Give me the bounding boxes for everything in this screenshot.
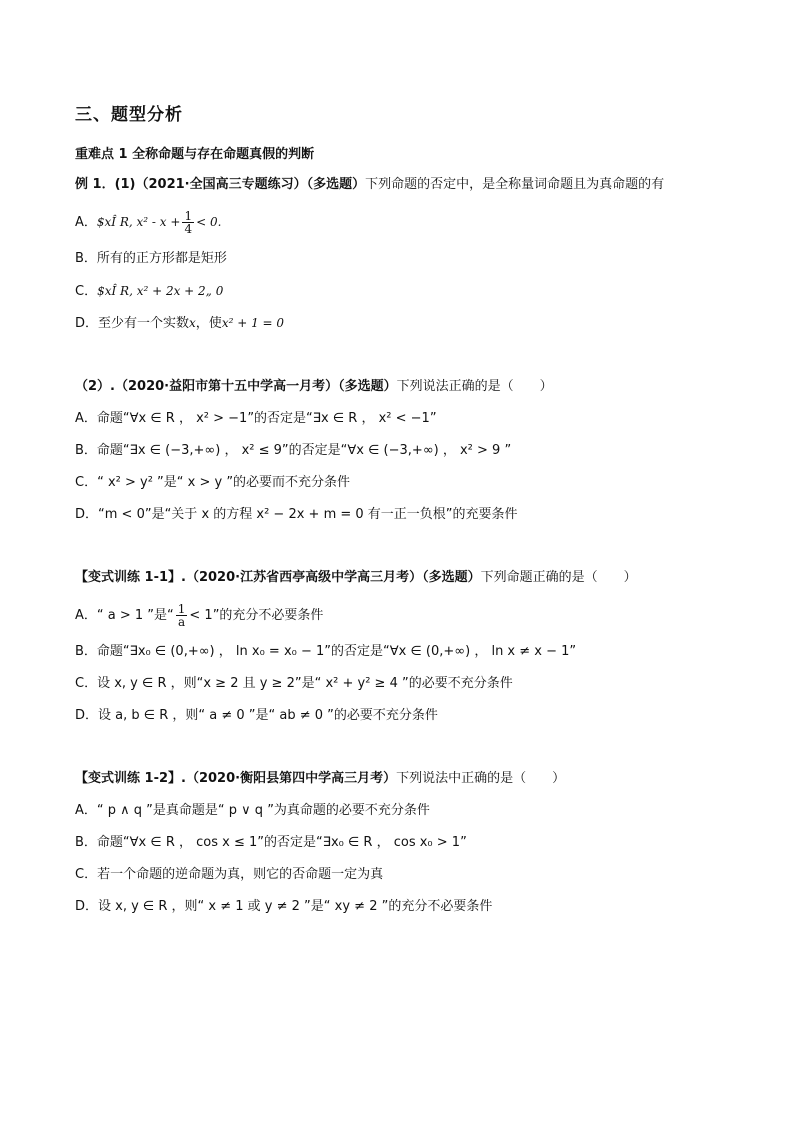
variant-1-1-option-c: C．设 x, y ∈ R ，则“x ≥ 2 且 y ≥ 2”是“ x² + y² ≥ 4 ”的必要不充分条件 bbox=[75, 676, 513, 691]
example-2-stem bbox=[75, 378, 553, 396]
example-1-option-c: C．$xÎ R, x² + 2x + 2„ 0 bbox=[75, 284, 224, 299]
variant-1-2-stem bbox=[75, 770, 565, 788]
variant-1-1-option-b: B．命题“∃x₀ ∈ (0,+∞) ， ln x₀ = x₀ − 1”的否定是“∀x ∈ (0,+∞) ， ln x ≠ x − 1” bbox=[75, 644, 577, 659]
example-1-source: （2021·全国高三专题练习）（多选题） bbox=[135, 177, 366, 192]
variant-1-1-option-d: D．设 a, b ∈ R ，则“ a ≠ 0 ”是“ ab ≠ 0 ”的必要不充分条件 bbox=[75, 708, 438, 723]
example-1-option-d: D．至少有一个实数x，使x² + 1 = 0 bbox=[75, 316, 285, 331]
example-1-option-a: A．$xÎ R, x² - x + $\frac{1}{4}$ < 0. bbox=[75, 209, 222, 236]
example-1-question: 下列命题的否定中，是全称量词命题且为真命题的有 bbox=[365, 177, 665, 192]
example-2-option-a: A．命题“∀x ∈ R ， x² > −1”的否定是“∃x ∈ R ， x² < −1” bbox=[75, 411, 437, 426]
fraction: $\frac{1}{4}$ bbox=[184, 209, 193, 236]
variant-1-1-option-a: A．“ a > 1 ”是“ $\frac{1}{a}$ < 1”的充分不必要条件 bbox=[75, 602, 324, 629]
fraction: $\frac{1}{a}$ bbox=[177, 602, 186, 629]
variant-1-2-source: （2020·衡阳县第四中学高三月考） bbox=[185, 771, 397, 786]
example-2-source: （2020·益阳市第十五中学高一月考）（多选题） bbox=[114, 379, 397, 394]
variant-1-2-option-c: C．若一个命题的逆命题为真，则它的否命题一定为真 bbox=[75, 867, 384, 882]
variant-1-2-label: 【变式训练 1-2】. bbox=[75, 771, 186, 786]
variant-1-2-option-a: A．“ p ∧ q ”是真命题是“ p ∨ q ”为真命题的必要不充分条件 bbox=[75, 803, 430, 818]
variant-1-1-label: 【变式训练 1-1】. bbox=[75, 570, 186, 585]
variant-1-2-question: 下列说法中正确的是（ ） bbox=[396, 771, 566, 786]
variant-1-1-question: 下列命题正确的是（ ） bbox=[480, 570, 637, 585]
example-1-option-b: B．所有的正方形都是矩形 bbox=[75, 251, 227, 266]
example-1-stem bbox=[75, 176, 664, 194]
example-1-label: 例 1．(1) bbox=[75, 177, 136, 192]
variant-1-1-source: （2020·江苏省西亭高级中学高三月考）（多选题） bbox=[185, 570, 481, 585]
variant-1-2-option-b: B．命题“∀x ∈ R ， cos x ≤ 1”的否定是“∃x₀ ∈ R ， cos x₀ > 1” bbox=[75, 835, 467, 850]
example-2-label: （2）. bbox=[75, 379, 115, 394]
example-2-option-b: B．命题“∃x ∈ (−3,+∞) ， x² ≤ 9”的否定是“∀x ∈ (−3,+∞) ， x² > 9 ” bbox=[75, 443, 512, 458]
example-2-option-c: C．“ x² > y² ”是“ x > y ”的必要而不充分条件 bbox=[75, 475, 351, 490]
example-2-option-d: D．“m < 0”是“关于 x 的方程 x² − 2x + m = 0 有一正一负根”的充要条件 bbox=[75, 507, 518, 522]
subheading: 重难点 1 全称命题与存在命题真假的判断 bbox=[75, 147, 315, 162]
example-2-question: 下列说法正确的是（ ） bbox=[396, 379, 553, 394]
variant-1-2-option-d: D．设 x, y ∈ R ，则“ x ≠ 1 或 y ≠ 2 ”是“ xy ≠ 2 ”的充分不必要条件 bbox=[75, 899, 493, 914]
variant-1-1-stem bbox=[75, 569, 637, 587]
section-title: 三、题型分析 bbox=[75, 105, 183, 125]
